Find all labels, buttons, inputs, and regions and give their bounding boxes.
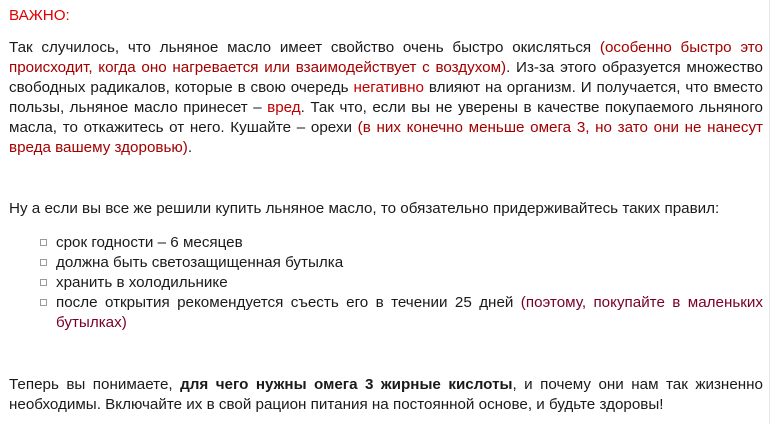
square-bullet-icon — [40, 239, 47, 246]
paragraph-oxidation — [9, 38, 763, 158]
rule-note: (поэтому, покупайте в маленьких бутылках) — [56, 294, 763, 331]
square-bullet-icon — [40, 279, 47, 286]
rule-text: должна быть светозащищенная бутылка — [56, 254, 344, 271]
rule-text: после открытия рекомендуется съесть его в течении 25 дней — [56, 294, 521, 311]
paragraph-rules-intro: Ну а если вы все же решили купить льняное масло, то обязательно придерживайтесь таких правил: — [9, 200, 720, 217]
list-item — [40, 293, 763, 333]
highlight-heating-note: (особенно быстро это происходит, когда оно нагревается или взаимодействует с воздухом) — [9, 39, 763, 76]
paragraph-conclusion — [9, 375, 763, 415]
rule-text: хранить в холодильнике — [56, 274, 228, 291]
text-segment: , и почему они нам так жизненно необходимы. Включайте их в свой рацион питания на постоянной основе, и будьте здоровы! — [9, 376, 763, 413]
list-item — [40, 233, 763, 253]
highlight-nuts-note: (в них конечно меньше омега 3, но зато они не нанесут вреда вашему здоровью) — [9, 119, 763, 156]
text-segment: . Так что, если вы не уверены в качестве покупаемого льняного масла, то откажитесь от него. Кушайте – орехи — [9, 99, 763, 136]
highlight-negative: негативно — [353, 79, 424, 96]
text-segment: . — [187, 139, 193, 156]
text-segment: влияют на организм. И получается, что вместо пользы, льняное масло принесет – — [9, 79, 763, 116]
rules-list — [40, 233, 763, 333]
square-bullet-icon — [40, 259, 47, 266]
important-heading: ВАЖНО: — [9, 7, 70, 24]
text-segment: . Из-за этого образуется множество свободных радикалов, которые в свою очередь — [9, 59, 763, 96]
highlight-harm: вред — [267, 99, 301, 116]
text-segment: Теперь вы понимаете, — [9, 376, 181, 393]
list-item — [40, 273, 763, 293]
bold-omega3-phrase: для чего нужны омега 3 жирные кислоты — [180, 376, 513, 393]
text-segment: Так случилось, что льняное масло имеет свойство очень быстро окисляться — [9, 39, 600, 56]
square-bullet-icon — [40, 299, 47, 306]
rule-text: срок годности – 6 месяцев — [56, 234, 243, 251]
list-item — [40, 253, 763, 273]
